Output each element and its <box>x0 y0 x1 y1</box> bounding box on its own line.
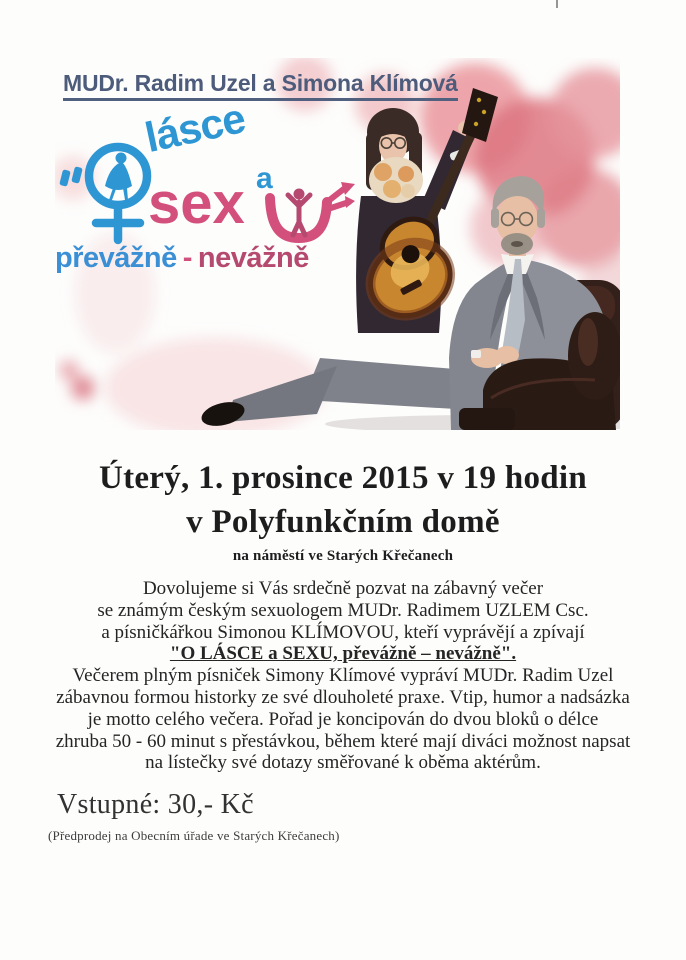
logo-word-sex: sex <box>148 171 245 236</box>
tagline-word-prevazne: převážně <box>55 242 177 274</box>
event-address-subheading: na náměstí ve Starých Křečanech <box>232 548 454 564</box>
description-line: je motto celého večera. Pořad je koncipován do dvou bloků o délce <box>87 708 599 730</box>
logo-word-lasce: lásce <box>141 94 249 162</box>
event-headings <box>0 456 686 565</box>
promo-banner <box>55 58 620 430</box>
invite-line: a písničkářkou Simonou KLÍMOVOU, kteří vyprávějí a zpívají <box>101 621 585 643</box>
event-venue-heading: v Polyfunkčním domě <box>186 504 500 540</box>
tagline-dash: - <box>182 242 192 274</box>
logo-word-a: a <box>256 162 273 195</box>
scan-artifact-mark <box>556 0 558 8</box>
description-line: zábavnou formou historky ze své dlouholeté praxe. Vtip, humor a nadsázka <box>56 686 630 708</box>
price-line: Vstupné: 30,- Kč <box>57 789 254 820</box>
event-description <box>30 578 656 774</box>
presale-line: (Předprodej na Obecním úřade ve Starých Křečanech) <box>48 828 340 843</box>
description-line: Večerem plným písniček Simony Klímové vypráví MUDr. Radim Uzel <box>72 665 614 687</box>
invite-line: Dovolujeme si Vás srdečně pozvat na zábavný večer <box>142 578 544 599</box>
man-silhouette-icon <box>288 195 310 235</box>
logo-tagline <box>55 242 309 275</box>
show-title-line: "O LÁSCE a SEXU, převážně – nevážně". <box>169 643 517 665</box>
invite-line: se známým českým sexuologem MUDr. Radimem UZLEM Csc. <box>97 599 589 621</box>
woman-silhouette-icon <box>105 153 132 201</box>
event-date-heading: Úterý, 1. prosince 2015 v 19 hodin <box>98 460 588 496</box>
admission-block <box>48 789 340 844</box>
tagline-word-nevazne: nevážně <box>197 242 309 274</box>
description-line: zhruba 50 - 60 minut s přestávkou, během které mají diváci možnost napsat <box>55 730 631 752</box>
performers-title: MUDr. Radim Uzel a Simona Klímová <box>63 70 458 101</box>
description-line: na lístečky své dotazy směřované k oběma aktérům. <box>145 752 541 774</box>
